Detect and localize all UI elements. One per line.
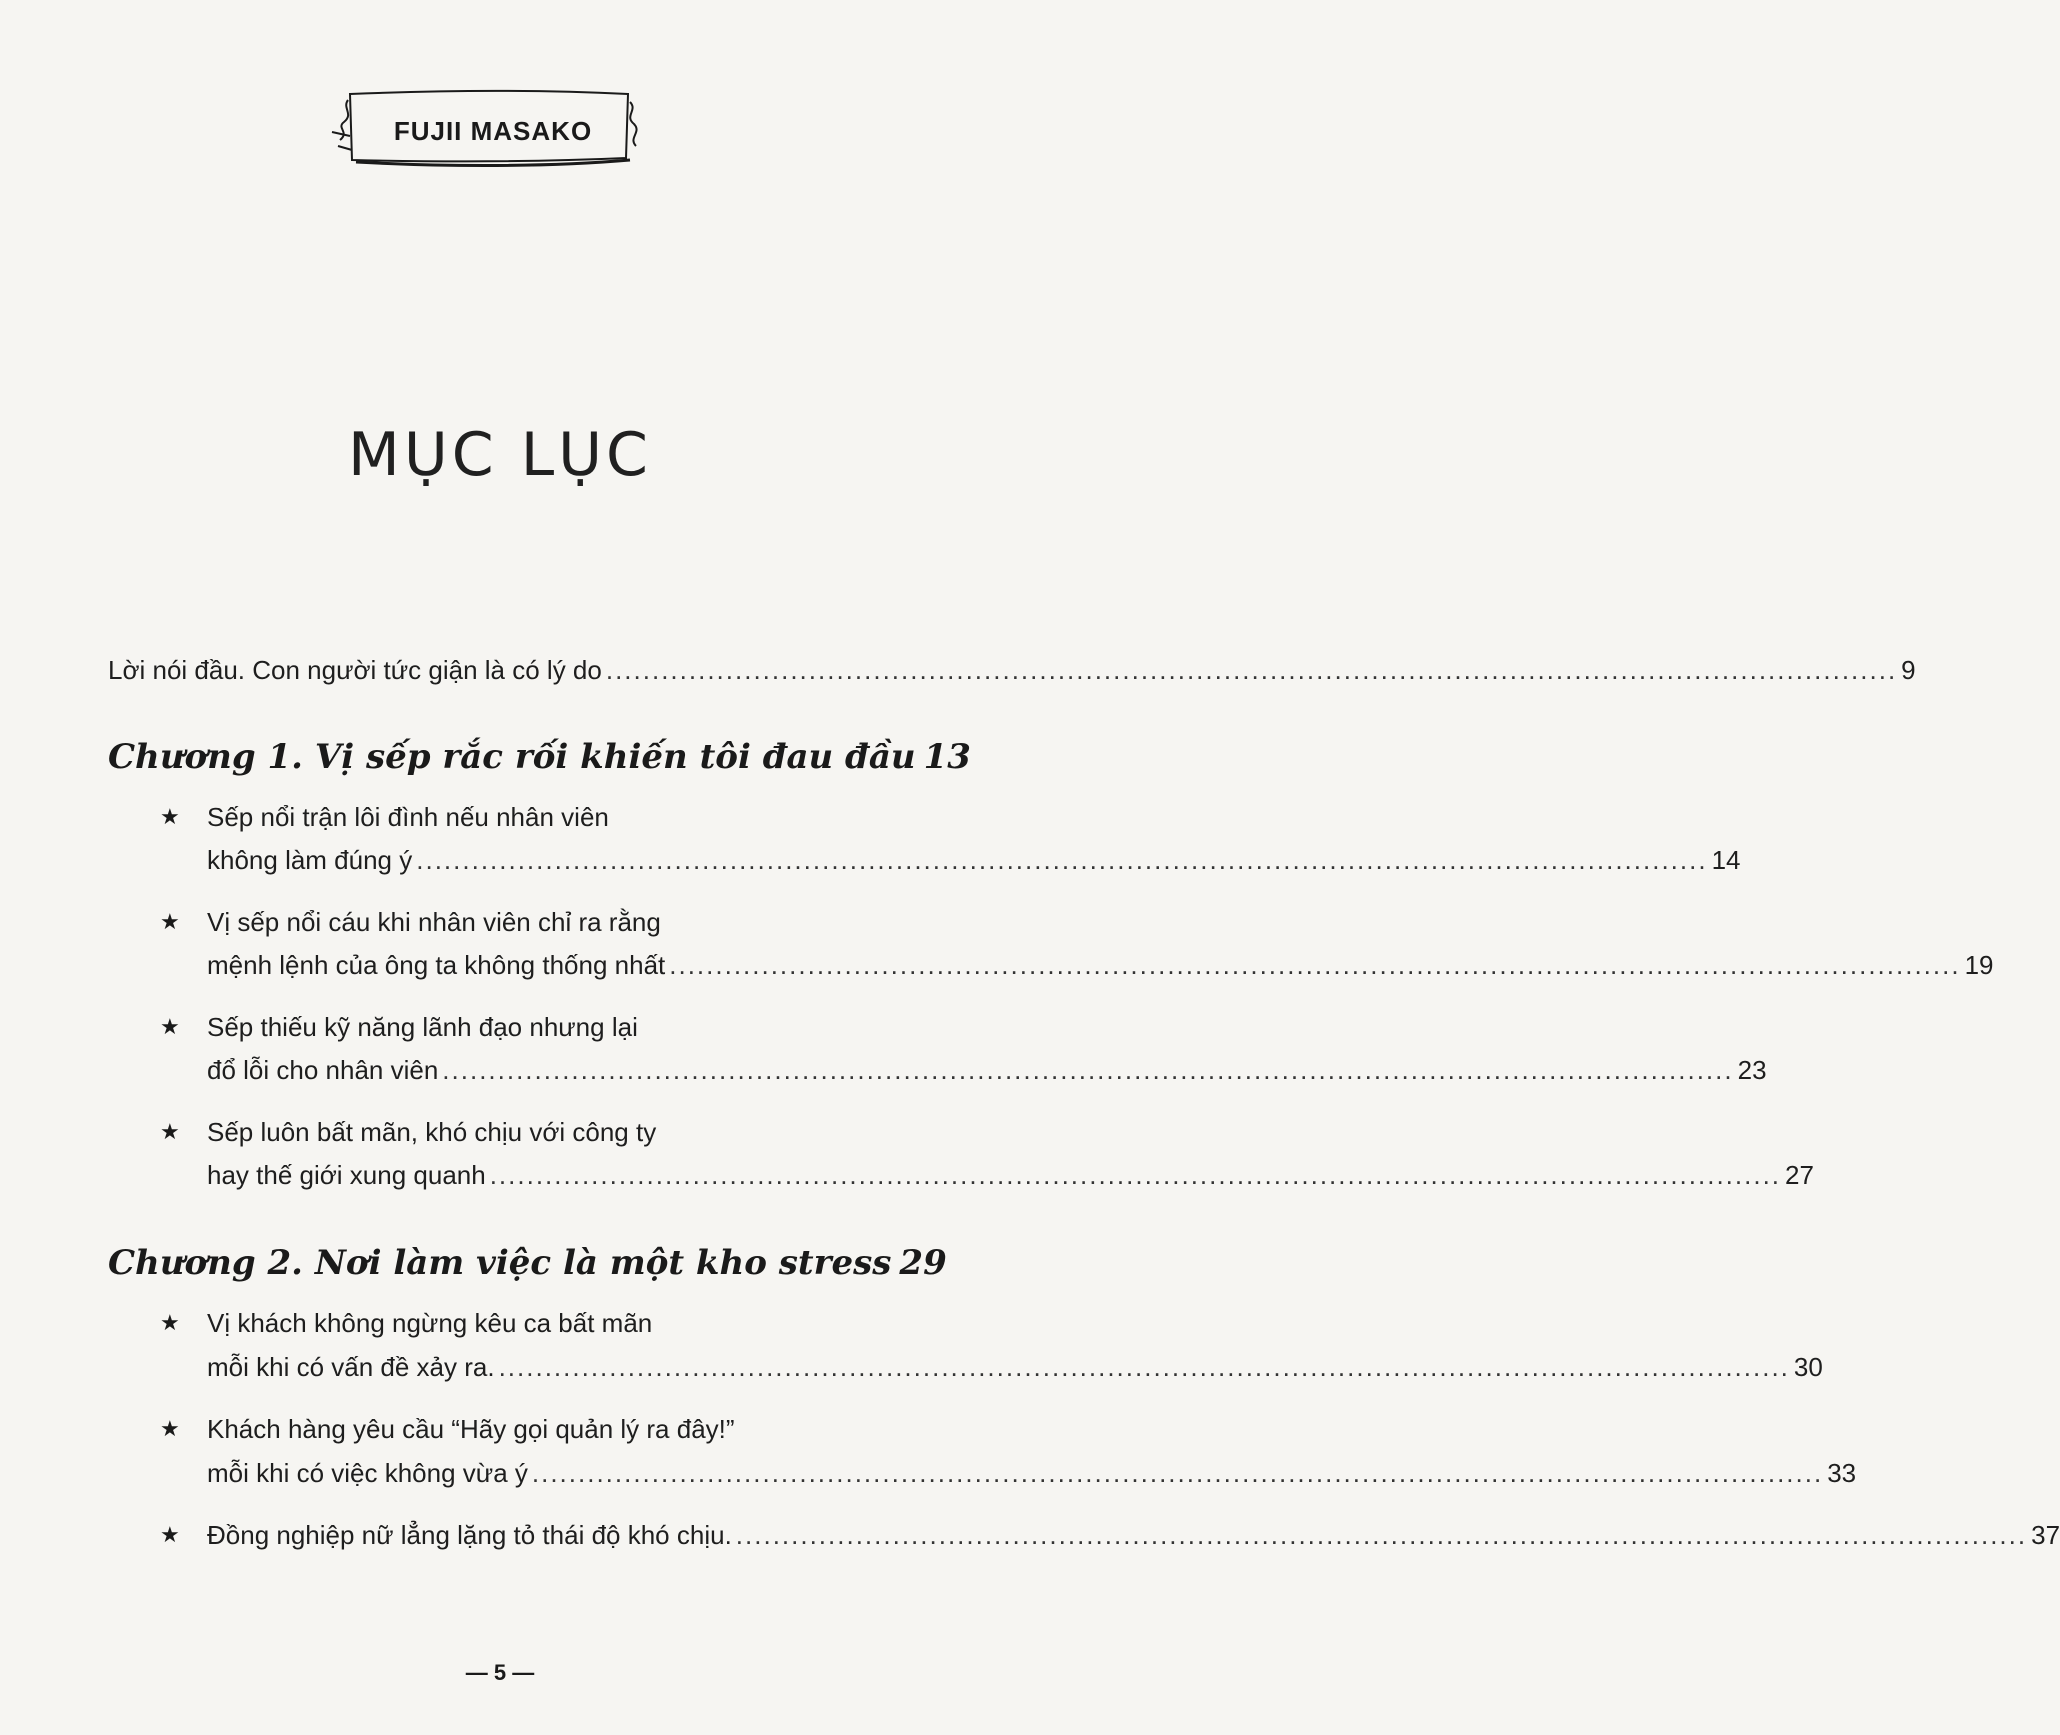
toc-entry-page: 23 bbox=[1737, 1055, 1767, 1085]
preface-text: Lời nói đầu. Con người tức giận là có lý do bbox=[108, 655, 602, 685]
chapter-2-page: 29 bbox=[899, 1243, 947, 1283]
toc-entry-line: Sếp luôn bất mãn, khó chịu với công ty bbox=[207, 1117, 657, 1147]
toc-entry-text: mỗi khi có vấn đề xảy ra. bbox=[207, 1352, 495, 1382]
toc-entry-text: mệnh lệnh của ông ta không thống nhất bbox=[207, 950, 666, 980]
toc-entry bbox=[207, 1160, 1814, 1190]
toc-entry-text: Đồng nghiệp nữ lẳng lặng tỏ thái độ khó chịu. bbox=[207, 1520, 732, 1550]
toc-entry bbox=[207, 1352, 1823, 1382]
toc-entry bbox=[207, 1458, 1857, 1488]
star-icon: ★ bbox=[160, 804, 180, 829]
toc-entry bbox=[207, 950, 1994, 980]
leader-dots: ............................................................................................................................................ bbox=[531, 1458, 1824, 1488]
preface-page: 9 bbox=[1901, 655, 1916, 685]
author-name: FUJII MASAKO bbox=[393, 116, 593, 146]
star-icon: ★ bbox=[160, 1310, 180, 1335]
chapter-1-page: 13 bbox=[923, 737, 971, 777]
toc-entry-page: 30 bbox=[1793, 1352, 1823, 1382]
toc-entry-line: Khách hàng yêu cầu “Hãy gọi quản lý ra đây!” bbox=[207, 1414, 735, 1444]
preface-entry bbox=[108, 655, 1916, 685]
star-icon: ★ bbox=[160, 1416, 180, 1441]
chapter-1-title: Chương 1. Vị sếp rắc rối khiến tôi đau đầu bbox=[108, 737, 916, 777]
toc-entry bbox=[207, 845, 1741, 875]
toc-entry-page: 14 bbox=[1711, 845, 1741, 875]
toc-entry bbox=[207, 1055, 1767, 1085]
toc-entry-page: 37 bbox=[2031, 1520, 2060, 1550]
leader-dots: ............................................................................................................................................ bbox=[489, 1160, 1782, 1190]
leader-dots: ............................................................................................................................................ bbox=[416, 845, 1708, 875]
toc-entry-page: 27 bbox=[1785, 1160, 1814, 1190]
toc-entry-line: Vị sếp nổi cáu khi nhân viên chỉ ra rằng bbox=[207, 907, 661, 937]
toc-entry-text: hay thế giới xung quanh bbox=[207, 1160, 486, 1190]
toc-entry-line: Sếp nổi trận lôi đình nếu nhân viên bbox=[207, 802, 609, 832]
toc-entry-text: đổ lỗi cho nhân viên bbox=[207, 1055, 439, 1085]
leader-dots: ............................................................................................................................................ bbox=[735, 1520, 2028, 1550]
star-icon: ★ bbox=[160, 1014, 180, 1039]
star-icon: ★ bbox=[160, 1522, 180, 1547]
star-icon: ★ bbox=[160, 909, 180, 934]
toc-entry-line: Vị khách không ngừng kêu ca bất mãn bbox=[207, 1308, 653, 1338]
chapter-2-title: Chương 2. Nơi làm việc là một kho stress bbox=[108, 1243, 892, 1283]
leader-dots: ............................................................................................................................................ bbox=[498, 1352, 1790, 1382]
toc-entry-page: 33 bbox=[1827, 1458, 1857, 1488]
toc-entry-text: mỗi khi có việc không vừa ý bbox=[207, 1458, 528, 1488]
toc-entry-line: Sếp thiếu kỹ năng lãnh đạo nhưng lại bbox=[207, 1012, 638, 1042]
toc-entry bbox=[207, 1520, 2060, 1550]
star-icon: ★ bbox=[160, 1119, 180, 1144]
toc-entry-page: 19 bbox=[1964, 950, 1994, 980]
toc-title: MỤC LỤC bbox=[348, 420, 652, 490]
toc-entry-text: không làm đúng ý bbox=[207, 845, 413, 875]
page-number: — 5 — bbox=[465, 1660, 535, 1685]
author-banner bbox=[328, 88, 658, 174]
chapter-1-heading bbox=[108, 737, 971, 779]
leader-dots: ............................................................................................................................................ bbox=[669, 950, 1961, 980]
leader-dots: ............................................................................................................................................ bbox=[442, 1055, 1734, 1085]
leader-dots: ............................................................................................................................................ bbox=[605, 655, 1898, 685]
chapter-2-heading bbox=[108, 1243, 947, 1285]
